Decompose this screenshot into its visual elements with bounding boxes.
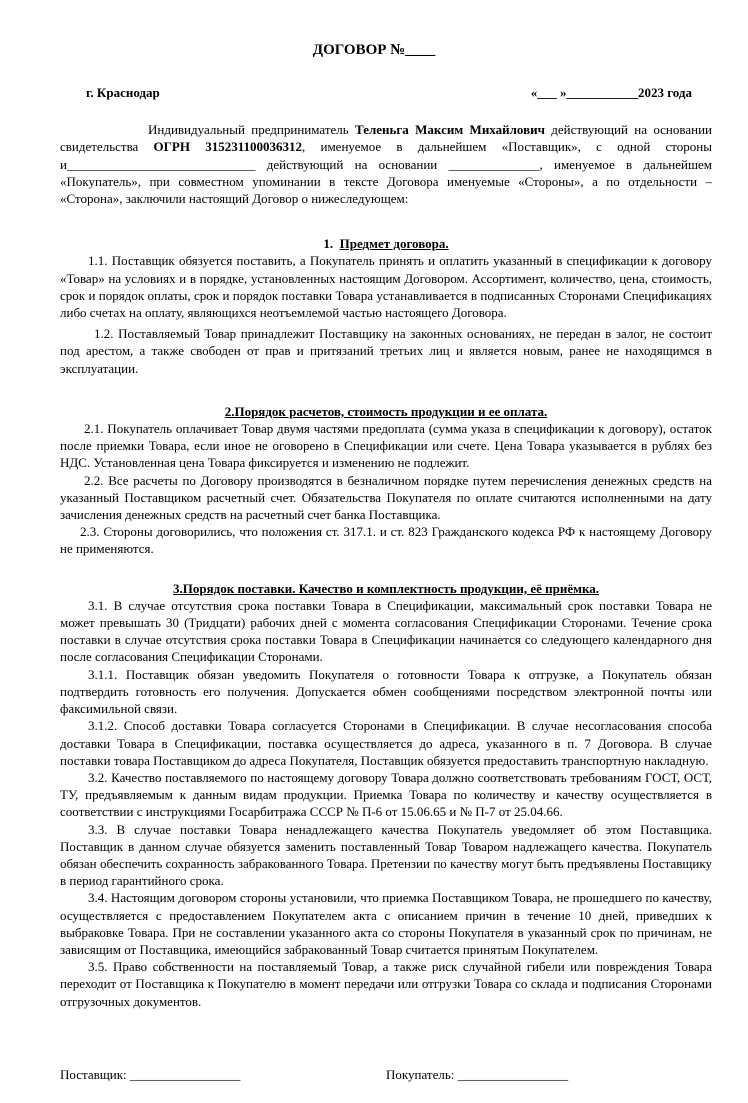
intro-text: Индивидуальный предприниматель bbox=[148, 122, 356, 138]
clause-2-1: 2.1. Покупатель оплачивает Товар двумя частями предоплата (сумма указа в спецификации к договору), остаток после приемки Товара, если иное не оговорено в Спецификации или счете. Цена Товара указывается в рублях без НДС. Установленная цена Товара фиксируется и изменению не подлежит. bbox=[60, 421, 712, 471]
city-date-row bbox=[86, 84, 692, 101]
section-title: Предмет договора. bbox=[339, 236, 449, 252]
supplier-name: Теленьга Максим Михайлович bbox=[355, 122, 545, 138]
clause-1-1: 1.1. Поставщик обязуется поставить, а Покупатель принять и оплатить указанный в спецификации к договору «Товар» на условиях и в порядке, установленных настоящим Договором. Ассортимент, количество, цена, стоимость, срок и порядок оплаты, срок и порядок поставки Товара устанавливается в подписанных Сторонами Спецификациях либо счетах на оплату, являющихся неотъемлемой частью настоящего Договора. bbox=[60, 253, 712, 321]
clause-3-1: 3.1. В случае отсутствия срока поставки Товара в Спецификации, максимальный срок поставки Товара не может превышать 30 (Тридцати) рабочих дней с момента согласования Спецификации Сторонами. Течение срока поставки в случае отсутствия срока поставки Товара в Спецификации начинается со следующего календарного дня после согласования Спецификации Сторонами. bbox=[60, 597, 712, 665]
section-title: 3.Порядок поставки. Качество и комплектность продукции, её приёмка. bbox=[173, 580, 599, 596]
clause-2-2: 2.2. Все расчеты по Договору производятся в безналичном порядке путем перечисления денежных средств на указанный Поставщиком расчетный счет. Обязательства Покупателя по оплате считаются исполненными на дату зачисления денежных средств на расчетный счет банка Поставщика. bbox=[60, 472, 712, 523]
intro-text: действующий на основании свидетельства bbox=[60, 122, 712, 155]
intro-paragraph bbox=[60, 121, 712, 207]
intro-text: , именуемое в дальнейшем «Поставщик», с одной стороны и_____________________________ действующий на основании ______________, именуемое в дальнейшем «Покупатель», при совместном упоминании в тексте Договора именуемые «Стороны», а по отдельности – «Сторона», заключили настоящий Договор о нижеследующем: bbox=[60, 139, 712, 207]
signature-row bbox=[60, 1066, 712, 1083]
supplier-signature: Поставщик: _________________ bbox=[60, 1066, 241, 1082]
section-title: 2.Порядок расчетов, стоимость продукции и ее оплата. bbox=[224, 403, 548, 419]
city: г. Краснодар bbox=[86, 85, 160, 100]
section-3-heading bbox=[60, 580, 712, 597]
contract-date: «___ »___________2023 года bbox=[530, 85, 692, 100]
clause-3-4: 3.4. Настоящим договором стороны установили, что приемка Поставщиком Товара, не прошедшего по качеству, осуществляется с предоставлением Покупателем акта с описанием причин в течение 10 дней, приведших к выбраковке Товара. При не составлении указанного акта со стороны Покупателя в указанный срок по причинам, не зависящим от Поставщика, имеющийся забракованный Товар считается принятым Покупателем. bbox=[60, 890, 712, 957]
clause-3-1-2: 3.1.2. Способ доставки Товара согласуется Сторонами в Спецификации. В случае несогласования способа доставки Товара в Спецификации, поставка осуществляется до адреса, указанного в п. 7 Договора. В случае поставки товара Поставщиком до адреса Покупателя, Поставщик обязуется предоставить транспортную накладную. bbox=[60, 718, 712, 768]
clause-3-1-1: 3.1.1. Поставщик обязан уведомить Покупателя о готовности Товара к отгрузке, а Покупатель обязан подтвердить готовность его получения. Допускается обмен сообщениями посредством электронной почты или факсимильной связи. bbox=[60, 666, 712, 717]
buyer-signature: Покупатель: _________________ bbox=[386, 1066, 569, 1082]
clause-3-2: 3.2. Качество поставляемого по настоящему договору Товара должно соответствовать требованиям ГОСТ, ОСТ, ТУ, предъявляемым к данным видам продукции. Приемка Товара по количеству и качеству осуществляется в соответствии с инструкциями Госарбитража СССР № П-6 от 15.06.65 и № П-7 от 25.04.66. bbox=[60, 769, 712, 820]
document-title: ДОГОВОР №____ bbox=[312, 42, 436, 58]
section-number: 1. bbox=[323, 236, 334, 252]
clause-2-3: 2.3. Стороны договорились, что положения ст. 317.1. и ст. 823 Гражданского кодекса РФ к настоящему Договору не применяются. bbox=[60, 524, 712, 557]
clause-3-5: 3.5. Право собственности на поставляемый Товар, а также риск случайной гибели или повреждения Товара переходит от Поставщика к Покупателю в момент передачи или отгрузки Товара со склада и подписания Сторонами отгрузочных документов. bbox=[60, 959, 712, 1009]
section-1-heading bbox=[60, 235, 712, 252]
clause-3-3: 3.3. В случае поставки Товара ненадлежащего качества Покупатель уведомляет об этом Поставщика. Поставщик в данном случае обязуется заменить поставленный Товар Товаром надлежащего качества. Покупатель обязан обеспечить сохранность забракованного Товара. Претензии по качеству могут быть предъявлены Поставщику в период гарантийного срока. bbox=[60, 821, 712, 889]
section-2-heading bbox=[60, 403, 712, 420]
supplier-ogrn: ОГРН 315231100036312 bbox=[153, 139, 303, 155]
clause-1-2: 1.2. Поставляемый Товар принадлежит Поставщику на законных основаниях, не передан в залог, не состоит под арестом, а также свободен от прав и притязаний третьих лиц и является новым, ранее не находящимся в эксплуатации. bbox=[60, 326, 712, 376]
